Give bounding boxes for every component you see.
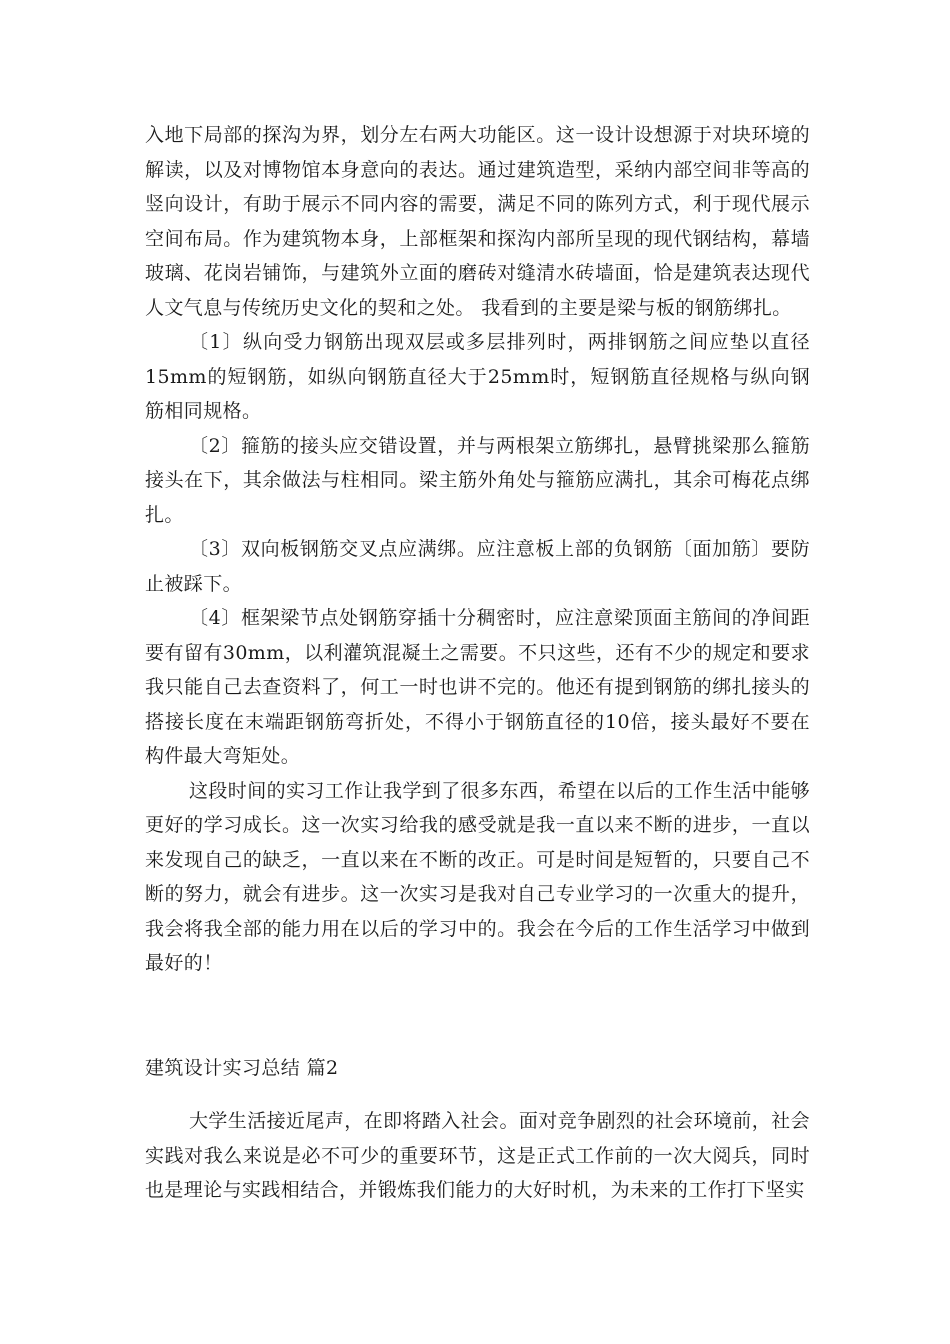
paragraph-rebar-rule-2: 〔2〕箍筋的接头应交错设置，并与两根架立筋绑扎，悬臂挑梁那么箍筋接头在下，其余做法与柱相同。梁主筋外角处与箍筋应满扎，其余可梅花点绑扎。	[145, 434, 810, 526]
section-body-block	[145, 1104, 810, 1208]
paragraph-internship-reflection: 这段时间的实习工作让我学到了很多东西，希望在以后的工作生活中能够更好的学习成长。这一次实习给我的感受就是我一直以来不断的进步，一直以来发现自己的缺乏，一直以来在不断的改正。可是时间是短暂的，只要自己不断的努力，就会有进步。这一次实习是我对自己专业学习的一次重大的提升，我会将我全部的能力用在以后的学习中的。我会在今后的工作生活学习中做到最好的！	[145, 779, 810, 974]
paragraph-rebar-rule-1: 〔1〕纵向受力钢筋出现双层或多层排列时，两排钢筋之间应垫以直径15mm的短钢筋，如纵向钢筋直径大于25mm时，短钢筋直径规格与纵向钢筋相同规格。	[145, 331, 810, 422]
section-heading: 建筑设计实习总结 篇2	[145, 1057, 339, 1079]
body-text-block	[145, 118, 810, 981]
section-heading-block	[145, 1053, 810, 1083]
paragraph-rebar-rule-4: 〔4〕框架梁节点处钢筋穿插十分稠密时，应注意梁顶面主筋间的净间距要有留有30mm，以利灌筑混凝土之需要。不只这些，还有不少的规定和要求我只能自己去查资料了，何工一时也讲不完的。他还有提到钢筋的绑扎接头的搭接长度在末端距钢筋弯折处，不得小于钢筋直径的10倍，接头最好不要在构件最大弯矩处。	[145, 607, 810, 767]
paragraph-section-intro: 大学生活接近尾声，在即将踏入社会。面对竞争剧烈的社会环境前，社会实践对我么来说是必不可少的重要环节，这是正式工作前的一次大阅兵，同时也是理论与实践相结合，并锻炼我们能力的大好时机，为未来的工作打下坚实	[145, 1110, 810, 1201]
paragraph-exhibition-design: 入地下局部的探沟为界，划分左右两大功能区。这一设计设想源于对块环境的解读，以及对博物馆本身意向的表达。通过建筑造型，采纳内部空间非等高的竖向设计，有助于展示不同内容的需要，满足不同的陈列方式，利于现代展示空间布局。作为建筑物本身，上部框架和探沟内部所呈现的现代钢结构，幕墙玻璃、花岗岩铺饰，与建筑外立面的磨砖对缝清水砖墙面，恰是建筑表达现代人文气息与传统历史文化的契和之处。 我看到的主要是梁与板的钢筋绑扎。	[145, 124, 810, 319]
paragraph-rebar-rule-3: 〔3〕双向板钢筋交叉点应满绑。应注意板上部的负钢筋〔面加筋〕要防止被踩下。	[145, 538, 810, 595]
